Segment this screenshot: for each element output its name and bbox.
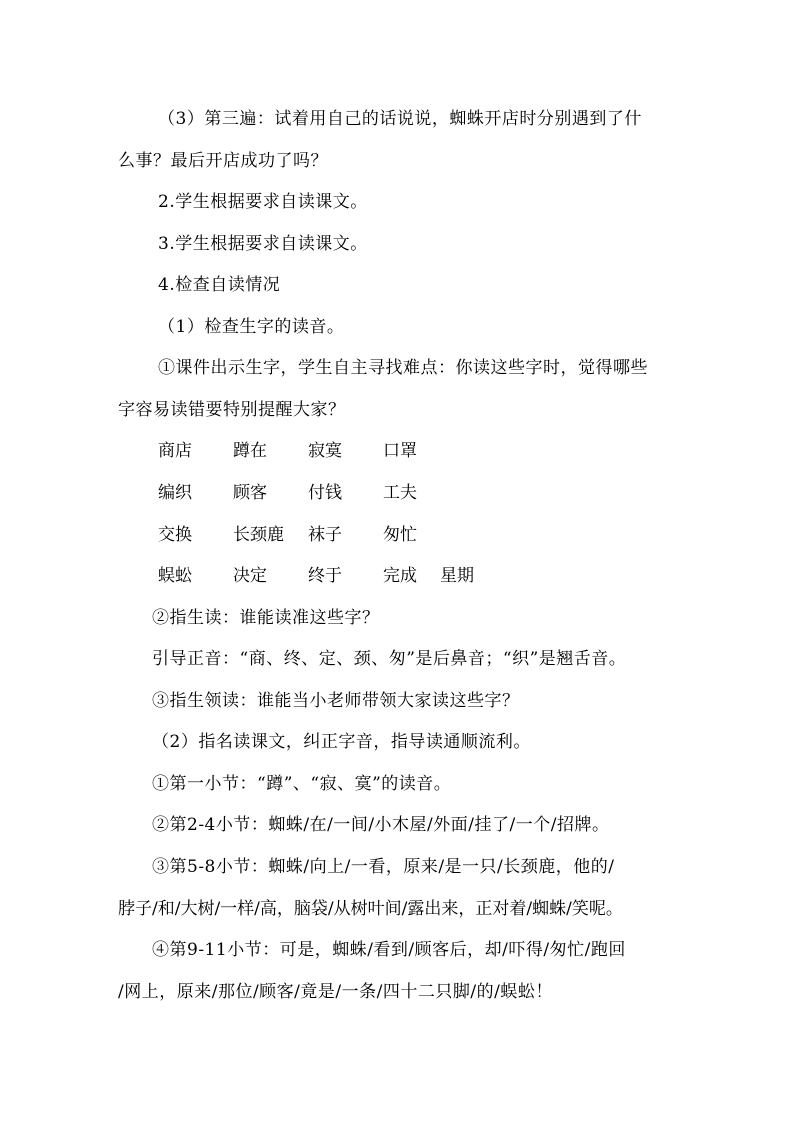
vocab-word: 完成: [383, 566, 417, 586]
vocab-word: 匆忙: [383, 525, 417, 545]
vocab-word: 交换: [158, 525, 192, 545]
paragraph-line: 么事？最后开店成功了吗？: [118, 151, 328, 171]
paragraph-line: ④第9-11小节：可是，蜘蛛/看到/顾客后，却/吓得/匆忙/跑回: [152, 940, 626, 960]
paragraph-line: 4.检查自读情况: [158, 275, 281, 295]
paragraph-line: /网上，原来/那位/顾客/竟是/一条/四十二只脚/的/蜈蚣！: [118, 982, 553, 1002]
paragraph-line: （2）指名读课文，纠正字音，指导读通顺流利。: [152, 732, 531, 752]
vocab-word: 工夫: [383, 483, 417, 503]
paragraph-line: 脖子/和/大树/一样/高，脑袋/从树叶间/露出来，正对着/蜘蛛/笑呢。: [118, 899, 623, 919]
paragraph-line: ①第一小节：“蹲”、“寂、寞”的读音。: [152, 774, 452, 794]
vocab-word: 蜈蚣: [158, 566, 192, 586]
paragraph-line: ③第5-8小节：蜘蛛/向上/一看，原来/是一只/长颈鹿，他的/: [152, 857, 615, 877]
paragraph-line: ③指生领读：谁能当小老师带领大家读这些字？: [152, 691, 520, 711]
vocab-word: 袜子: [308, 525, 342, 545]
paragraph-line: 2.学生根据要求自读课文。: [158, 192, 368, 212]
paragraph-line: ①课件出示生字，学生自主寻找难点：你读这些字时，觉得哪些: [158, 358, 648, 378]
vocab-word: 编织: [158, 483, 192, 503]
paragraph-line: ②第2-4小节：蜘蛛/在/一间/小木屋/外面/挂了/一个/招牌。: [152, 815, 610, 835]
vocab-word: 商店: [158, 441, 192, 461]
vocab-word: 口罩: [383, 441, 417, 461]
vocab-word: 长颈鹿: [233, 525, 284, 545]
vocab-word: 终于: [308, 566, 342, 586]
paragraph-line: ②指生读：谁能读准这些字？: [152, 608, 380, 628]
paragraph-line: 3.学生根据要求自读课文。: [158, 234, 368, 254]
paragraph-line: （3）第三遍：试着用自己的话说说，蜘蛛开店时分别遇到了什: [158, 109, 642, 129]
vocab-word: 蹲在: [233, 441, 267, 461]
vocab-word: 付钱: [308, 483, 342, 503]
vocab-word: 寂寞: [308, 441, 342, 461]
paragraph-line: 引导正音：“商、终、定、颈、匆”是后鼻音；“织”是翘舌音。: [152, 649, 627, 669]
paragraph-line: （1）检查生字的读音。: [158, 317, 345, 337]
vocab-word: 星期: [440, 566, 474, 586]
vocab-word: 决定: [233, 566, 267, 586]
vocab-word: 顾客: [233, 483, 267, 503]
paragraph-line: 字容易读错要特别提醒大家？: [118, 400, 346, 420]
